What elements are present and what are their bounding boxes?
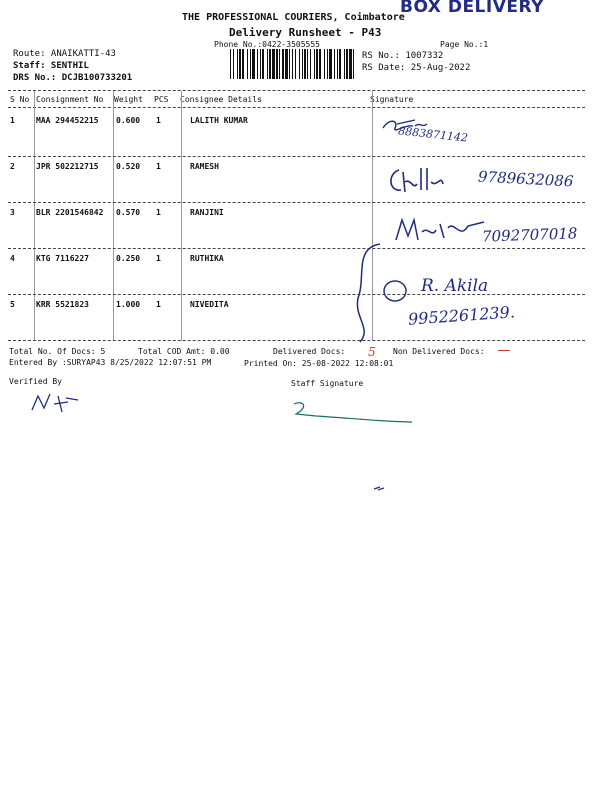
circled-mark (380, 278, 410, 304)
row-consignment: JPR 502212715 (36, 162, 99, 171)
delivered-docs: Delivered Docs: (273, 347, 346, 356)
box-delivery-stamp: BOX DELIVERY (400, 0, 544, 17)
barcode (230, 49, 354, 79)
col-signature: Signature (370, 95, 414, 104)
printed-on: Printed On: 25-08-2022 12:08:01 (244, 359, 394, 368)
row4-recipient-name: R. Akila (421, 276, 489, 296)
col-divider (181, 91, 182, 341)
row-consignee: RAMESH (190, 162, 219, 171)
total-cod: Total COD Amt: 0.00 (138, 347, 230, 356)
col-divider (34, 91, 35, 341)
staff-signature (288, 396, 418, 426)
row-sno: 4 (10, 254, 15, 263)
col-divider (113, 91, 114, 341)
row-pcs: 1 (156, 300, 161, 309)
row3-phone: 7092707018 (481, 224, 578, 246)
phone-number: Phone No.:0422-3505555 (214, 40, 320, 49)
row-pcs: 1 (156, 254, 161, 263)
col-pcs: PCS (154, 95, 169, 104)
rs-number: RS No.: 1007332 (362, 51, 444, 61)
staff-signature-label: Staff Signature (291, 379, 364, 388)
col-weight: Weight (114, 95, 143, 104)
row-consignment: KRR 5521823 (36, 300, 89, 309)
row-consignment: MAA 294452215 (36, 116, 99, 125)
col-sno: S No (10, 95, 30, 104)
row-rule (8, 156, 585, 157)
ink-speck (372, 484, 386, 492)
table-bottom-rule (8, 340, 585, 341)
row-rule (8, 294, 585, 295)
non-delivered-docs: Non Delivered Docs: (393, 347, 485, 356)
company-name: THE PROFESSIONAL COURIERS, Coimbatore (182, 12, 405, 23)
delivered-count: 5 (368, 345, 376, 359)
total-docs: Total No. Of Docs: 5 (9, 347, 106, 356)
row1-phone: 8883871142 (397, 124, 469, 145)
entered-by: Entered By :SURYAP43 8/25/2022 12:07:51 PM (9, 358, 212, 367)
row-weight: 1.000 (116, 300, 141, 309)
runsheet-title: Delivery Runsheet - P43 (229, 26, 382, 39)
row-consignment: KTG 7116227 (36, 254, 89, 263)
col-consignee: Consignee Details (180, 95, 262, 104)
row-sno: 2 (10, 162, 15, 171)
row-weight: 0.250 (116, 254, 141, 263)
drs-number: DRS No.: DCJB100733201 (13, 73, 133, 83)
rs-date: RS Date: 25-Aug-2022 (362, 63, 471, 73)
row-weight: 0.570 (116, 208, 141, 217)
row-consignee: NIVEDITA (190, 300, 229, 309)
row-consignee: LALITH KUMAR (190, 116, 248, 125)
row-rule (8, 202, 585, 203)
row-sno: 3 (10, 208, 15, 217)
row-sno: 5 (10, 300, 15, 309)
verified-by-label: Verified By (9, 377, 62, 386)
verified-by-signature (28, 386, 88, 416)
header-top-rule (8, 90, 585, 91)
row-consignee: RANJINI (190, 208, 224, 217)
row-pcs: 1 (156, 116, 161, 125)
row-consignment: BLR 2201546842 (36, 208, 104, 217)
page-number: Page No.:1 (440, 40, 489, 49)
non-delivered-mark (498, 350, 510, 351)
staff: Staff: SENTHIL (13, 61, 89, 71)
header-bottom-rule (8, 107, 585, 108)
col-consignment: Consignment No (36, 95, 104, 104)
row-pcs: 1 (156, 162, 161, 171)
row-weight: 0.600 (116, 116, 141, 125)
route: Route: ANAIKATTI-43 (13, 49, 116, 59)
row-pcs: 1 (156, 208, 161, 217)
row2-phone: 9789632086 (477, 167, 574, 191)
row-weight: 0.520 (116, 162, 141, 171)
row4-phone: 9952261239. (407, 302, 516, 329)
row-consignee: RUTHIKA (190, 254, 224, 263)
row-sno: 1 (10, 116, 15, 125)
